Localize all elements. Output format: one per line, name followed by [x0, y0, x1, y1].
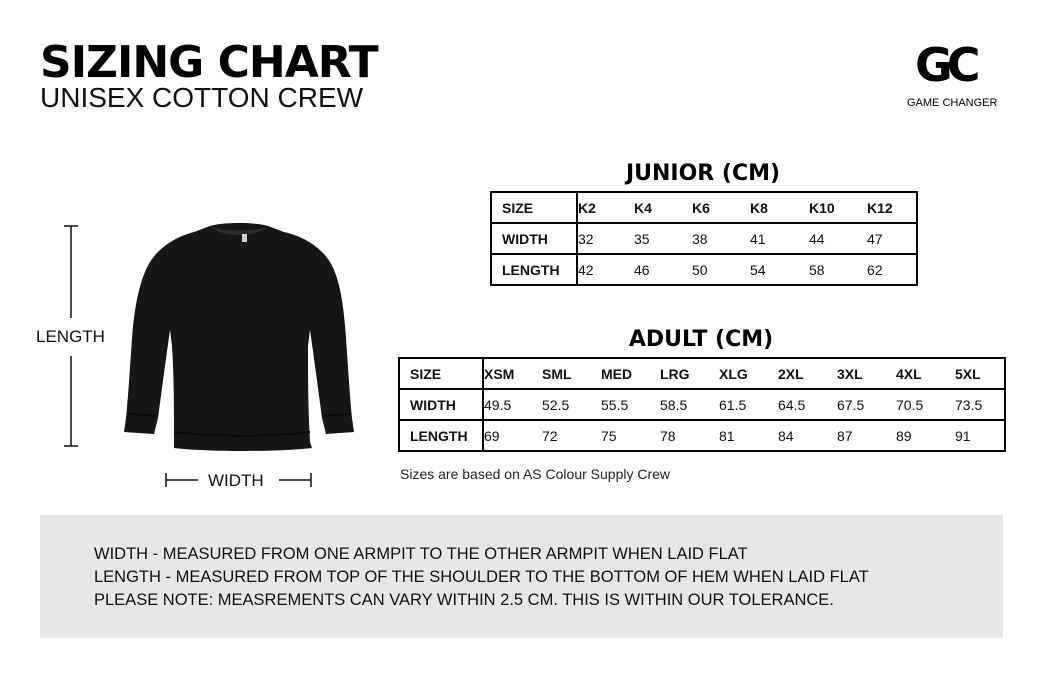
table-cell: 32 — [577, 223, 634, 254]
table-row-label: WIDTH — [399, 389, 483, 420]
junior-size-table — [490, 191, 918, 286]
table-cell: 58 — [809, 254, 867, 285]
sizes-note: Sizes are based on AS Colour Supply Crew — [400, 466, 671, 482]
table-cell: 75 — [601, 420, 660, 451]
table-row-label: LENGTH — [399, 420, 483, 451]
table-cell: MED — [601, 365, 633, 382]
table-cell: XSM — [484, 365, 515, 382]
table-cell: 78 — [660, 420, 719, 451]
table-cell: 42 — [577, 254, 634, 285]
table-cell: 41 — [750, 223, 809, 254]
table-cell: 46 — [634, 254, 692, 285]
table-row — [491, 254, 917, 285]
measurement-notes-panel — [40, 515, 1003, 638]
page-title: SIZING CHART — [40, 37, 378, 88]
table-cell: XLG — [719, 365, 748, 382]
table-cell: 50 — [692, 254, 750, 285]
table-row-label: LENGTH — [491, 254, 577, 285]
table-cell: 5XL — [955, 365, 981, 382]
table-cell: LRG — [660, 365, 690, 382]
table-cell: 54 — [750, 254, 809, 285]
table-cell: 38 — [692, 223, 750, 254]
table-cell: K10 — [809, 199, 835, 216]
table-cell: 69 — [483, 420, 542, 451]
length-label: LENGTH — [36, 327, 105, 346]
tolerance-note: PLEASE NOTE: MEASREMENTS CAN VARY WITHIN 2.5 CM. THIS IS WITHIN OUR TOLERANCE. — [94, 591, 834, 609]
table-cell: K8 — [750, 199, 768, 216]
table-cell: 52.5 — [542, 389, 601, 420]
table-row — [399, 420, 1005, 451]
table-header-row — [491, 192, 917, 223]
junior-table-title: JUNIOR (CM) — [625, 161, 781, 186]
table-cell: 62 — [867, 254, 917, 285]
table-cell: 4XL — [896, 365, 922, 382]
table-header-row — [399, 358, 1005, 389]
logo-text: GAME CHANGER — [907, 97, 998, 109]
length-measurement-note: LENGTH - MEASURED FROM TOP OF THE SHOULDER TO THE BOTTOM OF HEM WHEN LAID FLAT — [94, 568, 869, 586]
width-measurement-note: WIDTH - MEASURED FROM ONE ARMPIT TO THE OTHER ARMPIT WHEN LAID FLAT — [94, 545, 748, 563]
table-cell: SML — [542, 365, 572, 382]
table-row — [399, 389, 1005, 420]
page-subtitle: UNISEX COTTON CREW — [40, 82, 364, 113]
game-changer-logo — [905, 40, 1005, 112]
table-cell: 72 — [542, 420, 601, 451]
table-row — [491, 223, 917, 254]
table-cell: 73.5 — [955, 389, 1005, 420]
table-row-label: SIZE — [399, 358, 483, 389]
table-cell: K6 — [692, 199, 710, 216]
adult-table-title: ADULT (CM) — [628, 327, 774, 352]
table-cell: 58.5 — [660, 389, 719, 420]
table-cell: 3XL — [837, 365, 863, 382]
table-cell: 67.5 — [837, 389, 896, 420]
table-row-label: WIDTH — [491, 223, 577, 254]
table-cell: K4 — [634, 199, 652, 216]
table-cell: 47 — [867, 223, 917, 254]
table-cell: K2 — [578, 199, 596, 216]
table-cell: 64.5 — [778, 389, 837, 420]
table-cell: 35 — [634, 223, 692, 254]
table-cell: 91 — [955, 420, 1005, 451]
table-row-label: SIZE — [491, 192, 577, 223]
adult-size-table — [398, 357, 1006, 452]
table-cell: 89 — [896, 420, 955, 451]
table-cell: 61.5 — [719, 389, 778, 420]
table-cell: K12 — [867, 199, 893, 216]
table-cell: 55.5 — [601, 389, 660, 420]
sweater-image — [118, 218, 360, 454]
table-cell: 49.5 — [483, 389, 542, 420]
width-label: WIDTH — [208, 471, 264, 490]
logo-mark: GC — [915, 38, 975, 92]
table-cell: 44 — [809, 223, 867, 254]
table-cell: 84 — [778, 420, 837, 451]
table-cell: 87 — [837, 420, 896, 451]
table-cell: 2XL — [778, 365, 804, 382]
table-cell: 70.5 — [896, 389, 955, 420]
table-cell: 81 — [719, 420, 778, 451]
